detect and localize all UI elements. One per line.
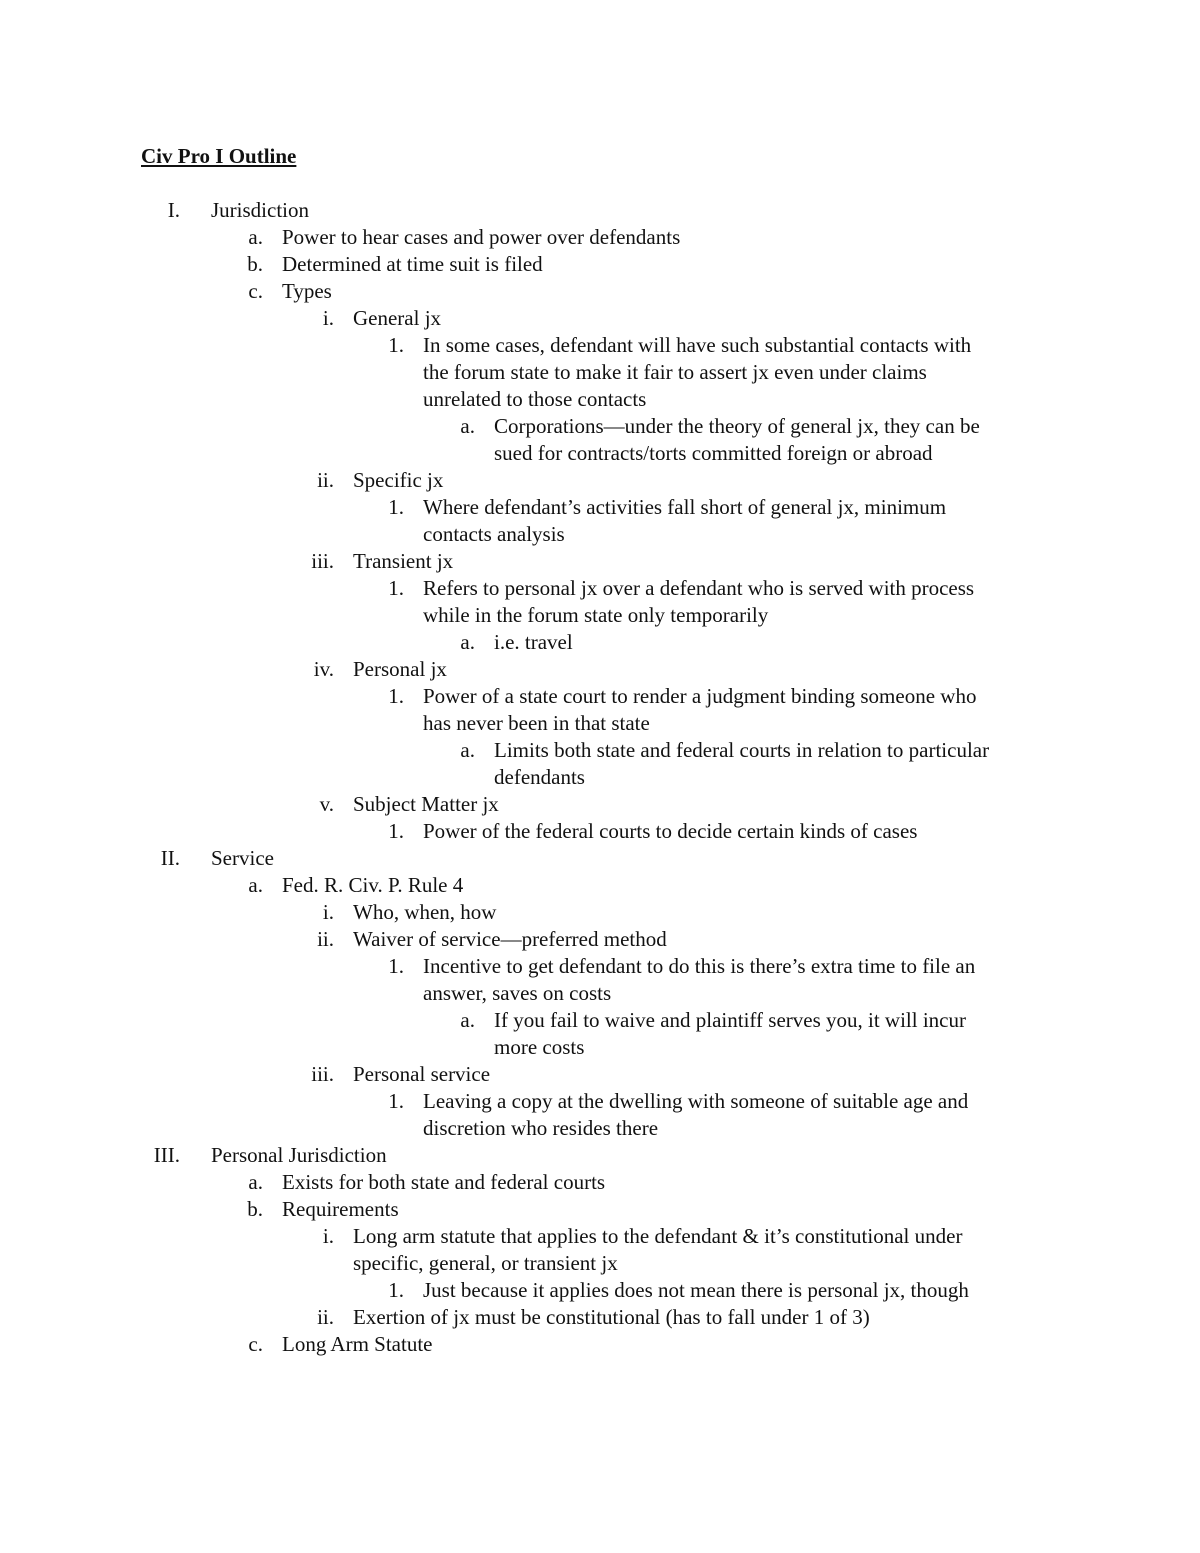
document-title: Civ Pro I Outline [141, 144, 297, 168]
outline-item [0, 683, 1200, 737]
outline-item-text: General jx [353, 306, 442, 330]
outline-item [0, 413, 1200, 467]
outline-item [0, 1331, 1200, 1358]
outline-item [0, 1142, 1200, 1169]
outline-item [0, 899, 1200, 926]
outline-item-marker: 1. [388, 333, 404, 357]
outline-item [0, 953, 1200, 1007]
outline-item [0, 1196, 1200, 1223]
outline-item-text: Jurisdiction [211, 198, 309, 222]
outline-item-text: Long Arm Statute [282, 1332, 433, 1356]
outline-item-text: i.e. travel [494, 630, 573, 654]
outline-item [0, 332, 1200, 413]
outline-item [0, 1304, 1200, 1331]
outline-item-text: Leaving a copy at the dwelling with someone of suitable age and discretion who resides there [423, 1089, 969, 1140]
outline-item-marker: 1. [388, 819, 404, 843]
outline-item-text: Where defendant’s activities fall short of general jx, minimum contacts analysis [423, 495, 947, 546]
outline-item-marker: a. [460, 1008, 475, 1032]
outline-item-marker: c. [248, 279, 263, 303]
outline-item-text: Subject Matter jx [353, 792, 499, 816]
outline-item-marker: iii. [311, 549, 334, 573]
outline-item-text: Exists for both state and federal courts [282, 1170, 606, 1194]
outline-item-marker: a. [460, 630, 475, 654]
outline-item [0, 1223, 1200, 1277]
outline-item-marker: 1. [388, 1278, 404, 1302]
outline-item-marker: III. [153, 1143, 180, 1167]
outline-item-marker: 1. [388, 1089, 404, 1113]
outline-item-marker: a. [460, 738, 475, 762]
outline-item-marker: b. [247, 1197, 263, 1221]
outline-item-text: Service [211, 846, 274, 870]
outline-item-marker: a. [248, 225, 263, 249]
outline-item-marker: 1. [388, 576, 404, 600]
outline-item [0, 251, 1200, 278]
outline-item-text: Just because it applies does not mean there is personal jx, though [423, 1278, 969, 1302]
outline-item-text: Corporations—under the theory of general jx, they can be sued for contracts/torts committed foreign or abroad [494, 414, 980, 465]
outline-item-text: Waiver of service—preferred method [353, 927, 667, 951]
outline-item [0, 1061, 1200, 1088]
outline-item [0, 197, 1200, 224]
outline-item [0, 278, 1200, 305]
outline-item-text: Types [282, 279, 332, 303]
outline-item-text: Personal service [353, 1062, 491, 1086]
outline-item-text: Refers to personal jx over a defendant who is served with process while in the forum state only temporarily [423, 576, 975, 627]
outline-item [0, 494, 1200, 548]
outline-item-marker: ii. [317, 468, 334, 492]
outline-item-text: Incentive to get defendant to do this is there’s extra time to file an answer, saves on costs [423, 954, 976, 1005]
outline-item [0, 926, 1200, 953]
outline-item-marker: a. [248, 1170, 263, 1194]
outline-item-text: Determined at time suit is filed [282, 252, 543, 276]
outline-item [0, 224, 1200, 251]
outline-item-text: Power of the federal courts to decide certain kinds of cases [423, 819, 918, 843]
outline-item-marker: iii. [311, 1062, 334, 1086]
outline-item-text: If you fail to waive and plaintiff serves you, it will incur more costs [494, 1008, 966, 1059]
outline-item [0, 656, 1200, 683]
outline-item [0, 548, 1200, 575]
outline-item-text: Who, when, how [353, 900, 497, 924]
outline-item [0, 737, 1200, 791]
outline-item-text: In some cases, defendant will have such substantial contacts with the forum state to make it fair to assert jx even under claims unrelated to those contacts [423, 333, 972, 411]
outline-item-text: Exertion of jx must be constitutional (has to fall under 1 of 3) [353, 1305, 870, 1329]
outline-item-text: Personal jx [353, 657, 447, 681]
outline-item [0, 1169, 1200, 1196]
outline-item-marker: b. [247, 252, 263, 276]
outline-item [0, 1277, 1200, 1304]
outline-item [0, 1007, 1200, 1061]
outline-item-marker: i. [322, 1224, 334, 1248]
outline-item-marker: v. [319, 792, 334, 816]
outline-item [0, 872, 1200, 899]
outline-item [0, 467, 1200, 494]
outline-item-text: Limits both state and federal courts in relation to particular defendants [494, 738, 990, 789]
outline-item-marker: a. [460, 414, 475, 438]
outline-item-marker: ii. [317, 927, 334, 951]
outline-item-marker: c. [248, 1332, 263, 1356]
outline-item-text: Personal Jurisdiction [211, 1143, 387, 1167]
outline-item-marker: I. [167, 198, 180, 222]
outline-item-marker: ii. [317, 1305, 334, 1329]
outline-item [0, 845, 1200, 872]
outline-item-text: Fed. R. Civ. P. Rule 4 [282, 873, 464, 897]
outline-item-text: Power of a state court to render a judgment binding someone who has never been in that state [423, 684, 977, 735]
outline-item-text: Specific jx [353, 468, 444, 492]
outline-list [0, 197, 1200, 1358]
outline-item [0, 629, 1200, 656]
outline-item-marker: i. [322, 900, 334, 924]
outline-item-text: Requirements [282, 1197, 399, 1221]
outline-item-marker: II. [160, 846, 180, 870]
outline-item [0, 305, 1200, 332]
outline-item [0, 791, 1200, 818]
outline-item-marker: iv. [313, 657, 334, 681]
outline-item-marker: 1. [388, 684, 404, 708]
outline-item-text: Transient jx [353, 549, 454, 573]
outline-item-marker: 1. [388, 954, 404, 978]
outline-item [0, 818, 1200, 845]
outline-item-marker: 1. [388, 495, 404, 519]
outline-item-text: Power to hear cases and power over defendants [282, 225, 681, 249]
outline-item-marker: a. [248, 873, 263, 897]
outline-item [0, 1088, 1200, 1142]
outline-item [0, 575, 1200, 629]
outline-item-text: Long arm statute that applies to the defendant & it’s constitutional under specific, general, or transient jx [353, 1224, 963, 1275]
outline-item-marker: i. [322, 306, 334, 330]
